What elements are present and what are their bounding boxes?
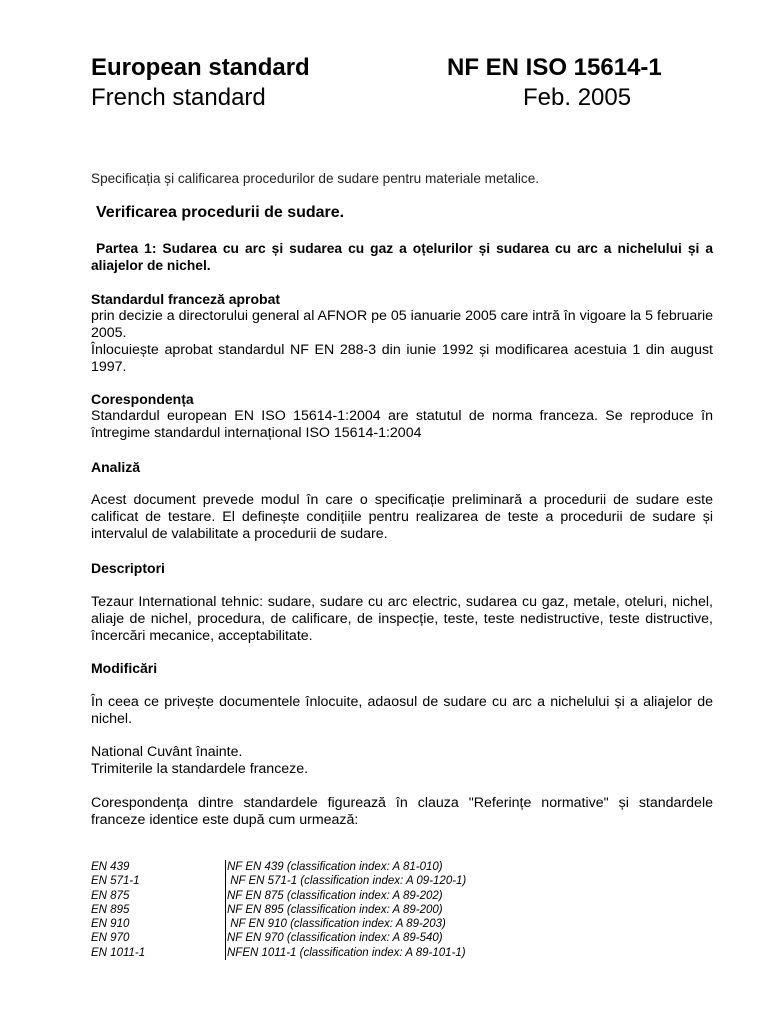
correspondence-text: Standardul european EN ISO 15614-1:2004 are statutul de norma franceza. Se reproduce în întregime standardul internațional ISO 15614-1:2004 [91,408,713,441]
reference-en: EN 970 [91,932,130,945]
french-references: Trimiterile la standardele franceze. [91,761,309,777]
reference-en: EN 571-1 [91,875,140,888]
reference-row [91,903,466,917]
national-foreword: National Cuvânt înainte. [91,744,243,760]
reference-en: EN 439 [91,861,130,873]
reference-nf: NF EN 970 (classification index: A 89-540) [226,931,467,945]
reference-row [91,889,466,903]
reference-row [91,860,466,874]
standard-type-en: European standard [91,54,310,81]
standard-number: NF EN ISO 15614-1 [447,54,662,81]
part-title: Partea 1: Sudarea cu arc și sudarea cu gaz a oțelurilor și sudarea cu arc a nichelului și a aliajelor de nichel. [91,241,713,273]
document-title: Verificarea procedurii de sudare. [96,204,345,221]
reference-row [91,874,466,888]
intro-text: Specificația și calificarea procedurilor de sudare pentru materiale metalice. [91,171,540,186]
references-table [91,860,466,960]
approved-heading: Standardul franceză aprobat [91,291,281,307]
approved-text-1: prin decizie a directorului general al AFNOR pe 05 ianuarie 2005 care intră în vigoare la 5 februarie 2005. [91,308,713,341]
reference-en: EN 895 [91,903,130,916]
reference-row [91,931,466,945]
correspondence-refs-text: Corespondența dintre standardele figurează în clauza "Referințe normative" și standardele franceze identice este după cum urmează: [91,795,713,828]
modifications-text: În ceea ce privește documentele înlocuite, adaosul de sudare cu arc a nichelului și a aliajelor de nichel. [91,694,713,727]
descriptors-text: Tezaur International tehnic: sudare, sudare cu arc electric, sudarea cu gaz, metale, oteluri, nichel, aliaje de nichel, procedura, de calificare, de inspecție, teste, teste nedistructive, teste distructive, încercări mecanice, acceptabilitate. [91,594,713,644]
reference-nf: NF EN 910 (classification index: A 89-203) [226,917,467,931]
reference-row [91,946,466,960]
analysis-heading: Analiză [91,459,141,475]
reference-en: EN 1011-1 [91,946,146,959]
descriptors-heading: Descriptori [91,560,165,576]
modifications-heading: Modificări [91,660,158,676]
standard-type-fr: French standard [91,84,266,111]
approved-text-2: Înlocuiește aprobat standardul NF EN 288-3 din iunie 1992 și modificarea acestuia 1 din august 1997. [91,342,713,375]
reference-row [91,917,466,931]
reference-en: EN 910 [91,918,130,931]
reference-nf: NF EN 875 (classification index: A 89-202) [226,889,467,903]
reference-nf: NF EN 895 (classification index: A 89-200) [226,903,467,917]
analysis-text: Acest document prevede modul în care o specificație preliminară a procedurii de sudare este calificat de testare. El definește condițiile pentru realizarea de teste a procedurii de sudare și intervalul de valabilitate a procedurii de sudare. [91,492,713,542]
reference-nf: NFEN 1011-1 (classification index: A 89-101-1) [227,946,466,959]
reference-nf: NF EN 439 (classification index: A 81-010) [226,860,467,874]
reference-en: EN 875 [91,889,130,902]
reference-nf: NF EN 571-1 (classification index: A 09-120-1) [227,875,467,888]
correspondence-heading: Corespondența [91,391,194,407]
standard-date: Feb. 2005 [523,84,632,111]
